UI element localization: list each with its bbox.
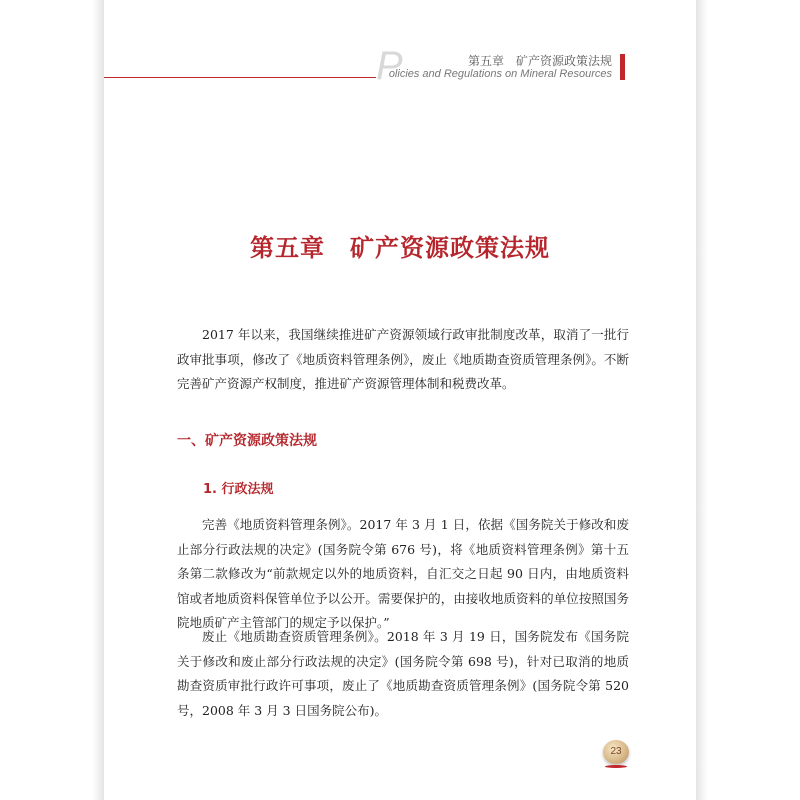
page-shadow-left: [92, 0, 104, 800]
chapter-title: 第五章 矿产资源政策法规: [250, 234, 550, 262]
body-paragraph: 完善《地质资料管理条例》。2017 年 3 月 1 日，依据《国务院关于修改和废止部分行政法规的决定》(国务院令第 676 号)，将《地质资料管理条例》第十五条第二款修改为“前款规定以外的地质资料，自汇交之日起 90 日内，由地质资料馆或者地质资料保管单位予以公开。需要保护的，由接收地质资料的单位按照国务院地质矿产主管部门的规定予以保护。”: [177, 517, 629, 630]
header-decorative-letter: P: [376, 44, 403, 88]
section-heading: 一、矿产资源政策法规: [177, 433, 317, 449]
header-chapter-title: 第五章 矿产资源政策法规: [467, 54, 612, 68]
page-number: 23: [610, 746, 622, 757]
body-paragraph: 废止《地质勘查资质管理条例》。2018 年 3 月 19 日，国务院发布《国务院关于修改和废止部分行政法规的决定》(国务院令第 698 号)，针对已取消的地质勘查资质审批行政许可事项，废止了《地质勘查资质管理条例》(国务院令第 520 号，2008 年 3 月 3 日国务院公布)。: [177, 629, 629, 718]
header-english-title: olicies and Regulations on Mineral Resources: [388, 68, 612, 80]
document-page: [104, 0, 696, 800]
subsection-heading: 1. 行政法规: [203, 482, 274, 497]
header-accent-bar: [620, 54, 625, 80]
header-rule: [104, 77, 376, 78]
intro-paragraph: 2017 年以来，我国继续推进矿产资源领域行政审批制度改革，取消了一批行政审批事项，修改了《地质资料管理条例》，废止《地质勘查资质管理条例》。不断完善矿产资源产权制度，推进矿产资源管理体制和税费改革。: [177, 327, 629, 391]
page-number-badge: [603, 740, 629, 764]
page-shadow-right: [696, 0, 708, 800]
